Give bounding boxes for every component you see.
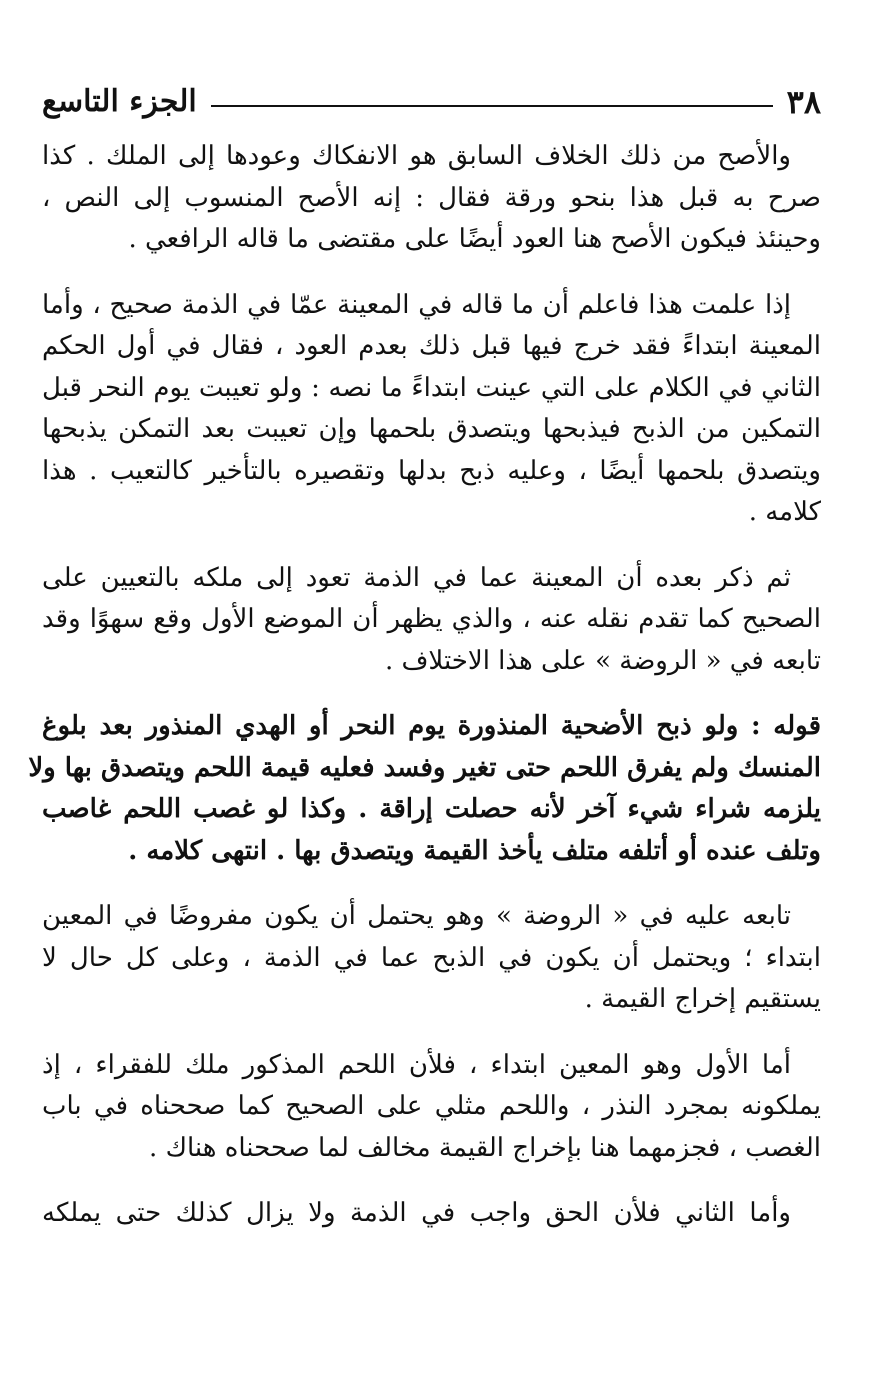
- quoted-paragraph: [28, 706, 821, 872]
- text-line: صرح به قبل هذا بنحو ورقة فقال : إنه الأصح المنسوب إلى النص ،: [42, 182, 821, 213]
- text-line: قوله : ولو ذبح الأضحية المنذورة يوم النحر أو الهدي المنذور بعد بلوغ: [42, 711, 821, 741]
- text-line: الصحيح كما تقدم نقله عنه ، والذي يظهر أن الموضع الأول وقع سهوًا وقد: [42, 604, 821, 634]
- text-line: الثاني في الكلام على التي عينت ابتداءً ما نصه : ولو تعيبت يوم النحر قبل: [42, 372, 821, 403]
- text-line: تابعه في « الروضة » على هذا الاختلاف .: [384, 645, 821, 676]
- text-line: ابتداء ؛ ويحتمل أن يكون في الذبح عما في الذمة ، وعلى كل حال لا: [42, 942, 821, 973]
- text-line: وأما الثاني فلأن الحق واجب في الذمة ولا يزال كذلك حتى يملكه: [42, 1198, 791, 1228]
- paragraph: [42, 136, 821, 261]
- text-line: التمكين من الذبح فيذبحها ويتصدق بلحمها وإن تعيبت بعد التمكن يذبحها: [42, 414, 821, 444]
- page-body: [28, 136, 821, 1259]
- paragraph: [42, 896, 821, 1021]
- text-line: الغصب ، فجزمهما هنا بإخراج القيمة مخالف لما صححناه هناك .: [149, 1132, 821, 1163]
- text-line: أما الأول وهو المعين ابتداء ، فلأن اللحم المذكور ملك للفقراء ، إذ: [42, 1049, 791, 1080]
- header-rule: [211, 105, 773, 107]
- text-line: وحينئذ فيكون الأصح هنا العود أيضًا على مقتضى ما قاله الرافعي .: [128, 224, 821, 254]
- paragraph: [42, 1045, 821, 1170]
- paragraph: [42, 1193, 821, 1235]
- text-line: وتلف عنده أو أتلفه متلف يأخذ القيمة ويتصدق بها . انتهى كلامه .: [128, 835, 821, 866]
- text-line: يلزمه شراء شيء آخر لأنه حصلت إراقة . وكذا لو غصب اللحم غاصب: [42, 794, 821, 824]
- running-title: الجزء التاسع: [42, 84, 197, 119]
- text-line: يستقيم إخراج القيمة .: [584, 984, 821, 1014]
- text-line: كلامه .: [748, 497, 821, 527]
- paragraph: [42, 558, 821, 683]
- paragraph: [42, 285, 821, 534]
- text-line: المعينة ابتداءً فقد خرج فيها قبل ذلك بعدم العود ، فقال في أول الحكم: [42, 331, 821, 361]
- text-line: إذا علمت هذا فاعلم أن ما قاله في المعينة عمّا في الذمة صحيح ، وأما: [42, 289, 791, 320]
- text-line: المنسك ولم يفرق اللحم حتى تغير وفسد فعليه قيمة اللحم ويتصدق بها ولا: [28, 752, 821, 783]
- text-line: ويتصدق بلحمها أيضًا ، وعليه ذبح بدلها وتقصيره بالتأخير كالتعيب . هذا: [42, 455, 821, 486]
- text-line: والأصح من ذلك الخلاف السابق هو الانفكاك وعودها إلى الملك . كذا: [42, 141, 791, 171]
- page-header: [42, 78, 821, 126]
- page-number: ٣٨: [786, 83, 821, 121]
- text-line: يملكونه بمجرد النذر ، واللحم مثلي على الصحيح كما صححناه في باب: [42, 1091, 821, 1121]
- text-line: تابعه عليه في « الروضة » وهو يحتمل أن يكون مفروضًا في المعين: [42, 901, 791, 931]
- text-line: ثم ذكر بعده أن المعينة عما في الذمة تعود إلى ملكه بالتعيين على: [42, 562, 791, 593]
